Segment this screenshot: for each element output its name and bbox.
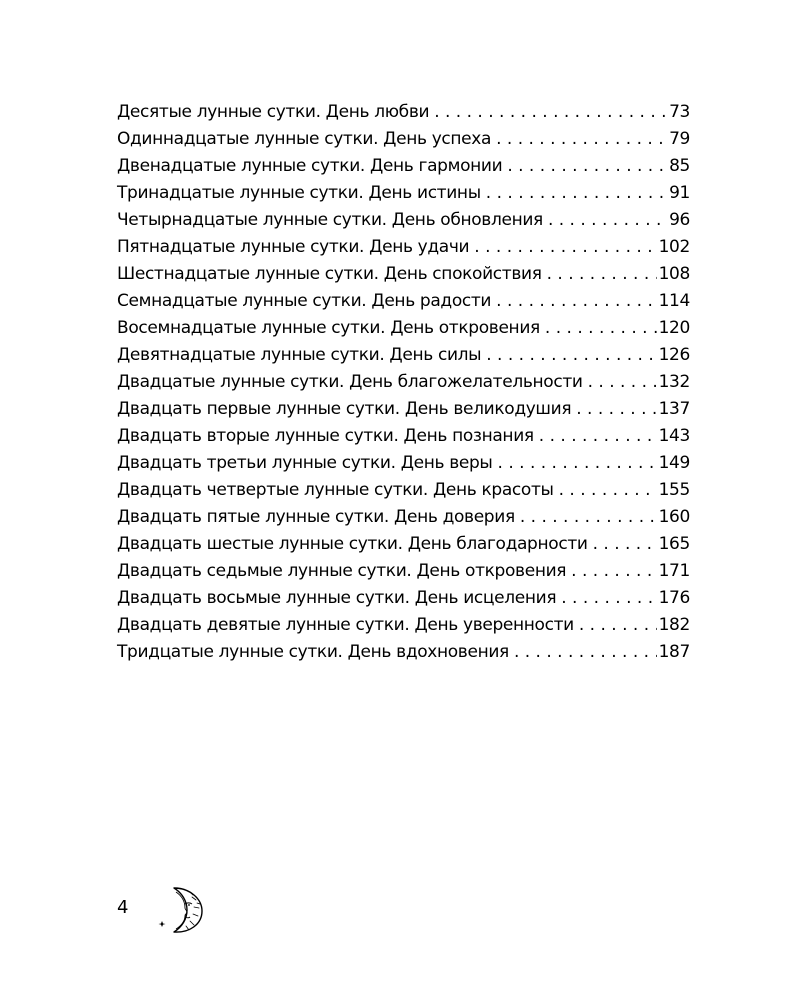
- toc-dot-leader: [548, 207, 667, 234]
- toc-entry-page: 102: [658, 237, 690, 257]
- toc-dot-leader: [547, 261, 657, 288]
- toc-entry-title: Девятнадцатые лунные сутки. День силы: [117, 345, 482, 365]
- toc-entry-title: Двадцать восьмые лунные сутки. День исцеления: [117, 588, 557, 608]
- toc-dot-leader: [576, 396, 656, 423]
- toc-entry: [117, 153, 690, 180]
- toc-entry: [117, 207, 690, 234]
- toc-dot-leader: [486, 180, 667, 207]
- toc-entry-title: Двенадцатые лунные сутки. День гармонии: [117, 156, 503, 176]
- toc-entry-title: Шестнадцатые лунные сутки. День спокойствия: [117, 264, 542, 284]
- toc-dot-leader: [486, 342, 656, 369]
- toc-entry-page: 149: [658, 453, 690, 473]
- toc-dot-leader: [559, 477, 657, 504]
- toc-entry-title: Двадцать вторые лунные сутки. День познания: [117, 426, 534, 446]
- toc-entry-page: 137: [658, 399, 690, 419]
- toc-dot-leader: [593, 531, 657, 558]
- toc-dot-leader: [545, 315, 657, 342]
- toc-entry-title: Двадцать первые лунные сутки. День великодушия: [117, 399, 572, 419]
- toc-entry: [117, 477, 690, 504]
- toc-dot-leader: [561, 585, 656, 612]
- toc-entry-title: Одиннадцатые лунные сутки. День успеха: [117, 129, 492, 149]
- toc-entry: [117, 288, 690, 315]
- toc-entry-title: Двадцать девятые лунные сутки. День уверенности: [117, 615, 574, 635]
- toc-entry-title: Тринадцатые лунные сутки. День истины: [117, 183, 481, 203]
- toc-entry-page: 187: [658, 642, 690, 662]
- toc-dot-leader: [539, 423, 657, 450]
- toc-entry: [117, 369, 690, 396]
- toc-entry-title: Двадцать третьи лунные сутки. День веры: [117, 453, 493, 473]
- toc-dot-leader: [434, 99, 667, 126]
- toc-entry-page: 96: [669, 210, 690, 230]
- page-number: 4: [117, 897, 129, 918]
- toc-entry-title: Тридцатые лунные сутки. День вдохновения: [117, 642, 509, 662]
- toc-entry-page: 176: [658, 588, 690, 608]
- toc-entry-page: 171: [658, 561, 690, 581]
- toc-entry: [117, 504, 690, 531]
- toc-entry-page: 132: [658, 372, 690, 392]
- toc-entry-page: 108: [658, 264, 690, 284]
- toc-dot-leader: [496, 126, 667, 153]
- toc-entry-page: 120: [658, 318, 690, 338]
- toc-entry-page: 155: [658, 480, 690, 500]
- toc-dot-leader: [571, 558, 656, 585]
- toc-entry: [117, 315, 690, 342]
- toc-entry-title: Пятнадцатые лунные сутки. День удачи: [117, 237, 470, 257]
- toc-entry: [117, 396, 690, 423]
- toc-entry-title: Двадцать седьмые лунные сутки. День откровения: [117, 561, 567, 581]
- toc-entry: [117, 423, 690, 450]
- toc-entry-page: 114: [658, 291, 690, 311]
- toc-entry-page: 73: [669, 102, 690, 122]
- toc-dot-leader: [498, 450, 657, 477]
- toc-entry: [117, 99, 690, 126]
- toc-entry-title: Семнадцатые лунные сутки. День радости: [117, 291, 492, 311]
- toc-entry-page: 165: [658, 534, 690, 554]
- toc-entry-page: 182: [658, 615, 690, 635]
- toc-dot-leader: [474, 234, 656, 261]
- toc-entry: [117, 531, 690, 558]
- toc-entry-title: Восемнадцатые лунные сутки. День откровения: [117, 318, 540, 338]
- toc-entry-title: Двадцатые лунные сутки. День благожелательности: [117, 372, 583, 392]
- toc-entry: [117, 558, 690, 585]
- toc-entry-page: 160: [658, 507, 690, 527]
- toc-dot-leader: [496, 288, 656, 315]
- toc-entry-title: Двадцать шестые лунные сутки. День благодарности: [117, 534, 588, 554]
- toc-entry-page: 91: [669, 183, 690, 203]
- table-of-contents: [117, 99, 690, 666]
- toc-entry-page: 79: [669, 129, 690, 149]
- toc-entry: [117, 585, 690, 612]
- toc-entry-title: Двадцать пятые лунные сутки. День доверия: [117, 507, 515, 527]
- toc-entry: [117, 612, 690, 639]
- toc-entry: [117, 234, 690, 261]
- toc-dot-leader: [579, 612, 657, 639]
- toc-entry: [117, 450, 690, 477]
- toc-entry: [117, 639, 690, 666]
- toc-entry-page: 85: [669, 156, 690, 176]
- crescent-moon-icon: [152, 885, 206, 935]
- toc-entry-page: 126: [658, 345, 690, 365]
- toc-dot-leader: [588, 369, 657, 396]
- toc-entry: [117, 342, 690, 369]
- toc-entry: [117, 180, 690, 207]
- toc-dot-leader: [514, 639, 657, 666]
- toc-entry-page: 143: [658, 426, 690, 446]
- toc-entry-title: Десятые лунные сутки. День любви: [117, 102, 430, 122]
- toc-entry-title: Двадцать четвертые лунные сутки. День красоты: [117, 480, 554, 500]
- toc-entry: [117, 126, 690, 153]
- toc-entry-title: Четырнадцатые лунные сутки. День обновления: [117, 210, 543, 230]
- toc-dot-leader: [520, 504, 657, 531]
- toc-entry: [117, 261, 690, 288]
- toc-dot-leader: [507, 153, 667, 180]
